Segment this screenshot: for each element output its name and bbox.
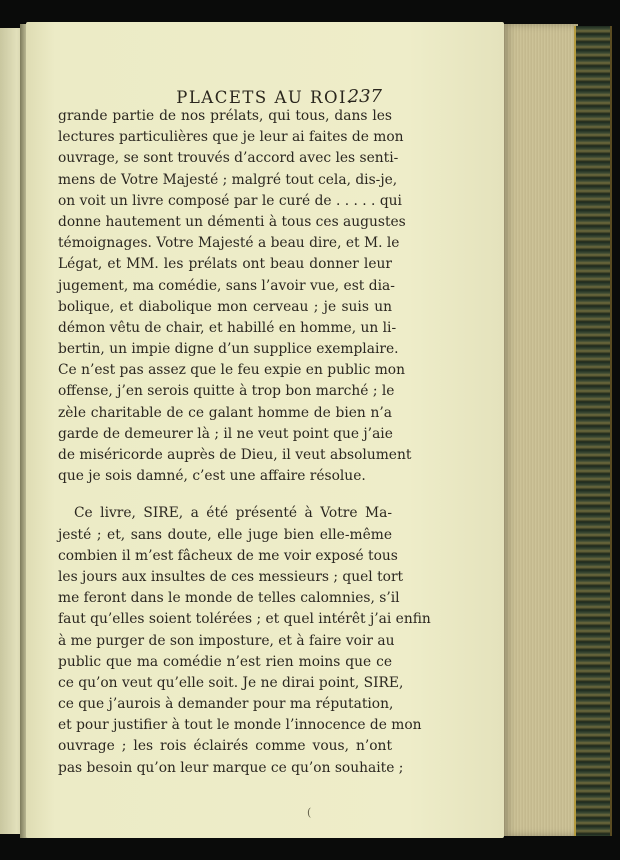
text-line: ce que j’aurois à demander pour ma réputation, [58,696,394,713]
stray-mark: ( [307,806,312,819]
text-line: ouvrage ; les rois éclairés comme vous, n’ont [58,738,392,755]
text-line: Légat, et MM. les prélats ont beau donner leur [58,256,392,273]
text-line: bolique, et diabolique mon cerveau ; je suis un [58,298,392,315]
paragraph-2 [58,503,431,778]
text-line: démon vêtu de chair, et habillé en homme, un li- [58,319,397,336]
text-line: faut qu’elles soient tolérées ; et quel intérêt j’ai enfin [58,611,431,628]
text-line: garde de demeurer là ; il ne veut point que j’aie [58,425,393,442]
text-line: et pour justifier à tout le monde l’innocence de mon [58,717,422,734]
text-line: les jours aux insultes de ces messieurs ; quel tort [58,568,404,585]
text-line: offense, j’en serois quitte à trop bon marché ; le [58,383,395,400]
text-line: à me purger de son imposture, et à faire voir au [58,632,395,649]
page-number: 237 [347,86,382,107]
text-line: on voit un livre composé par le curé de . . . . . qui [58,192,402,209]
text-line: bertin, un impie digne d’un supplice exemplaire. [58,341,399,358]
paragraph-gap [58,487,392,503]
text-line: ce qu’on veut qu’elle soit. Je ne dirai point, SIRE, [58,674,404,691]
text-line: grande partie de nos prélats, qui tous, dans les [58,108,392,124]
text-line: donne hautement un démenti à tous ces augustes [58,213,406,230]
text-line: jugement, ma comédie, sans l’avoir vue, est dia- [58,277,395,294]
page-block-edges [502,24,578,836]
text-line: pas besoin qu’on leur marque ce qu’on souhaite ; [58,759,404,776]
text-line: ouvrage, se sont trouvés d’accord avec les senti- [58,150,399,167]
text-line: Ce livre, SIRE, a été présenté à Votre Ma- [74,505,392,522]
text-line: lectures particulières que je leur ai faites de mon [58,129,404,146]
text-line: jesté ; et, sans doute, elle juge bien elle-même [58,526,392,543]
text-line: me feront dans le monde de telles calomnies, s’il [58,590,400,607]
running-head: PLACETS AU ROI. [176,88,354,107]
paragraph-1 [58,106,412,487]
text-line: zèle charitable de ce galant homme de bien n’a [58,404,392,421]
text-line: combien il m’est fâcheux de me voir exposé tous [58,547,398,564]
body-text [58,106,431,779]
book-page [26,22,504,838]
text-line: que je sois damné, c’est une affaire résolue. [58,468,366,485]
text-line: de miséricorde auprès de Dieu, il veut absolument [58,447,412,463]
text-line: public que ma comédie n’est rien moins que ce [58,653,392,670]
book-spine [574,26,612,836]
text-line: témoignages. Votre Majesté a beau dire, et M. le [58,235,400,252]
text-line: Ce n’est pas assez que le feu expie en public mon [58,362,405,379]
text-line: mens de Votre Majesté ; malgré tout cela, dis-je, [58,171,398,188]
